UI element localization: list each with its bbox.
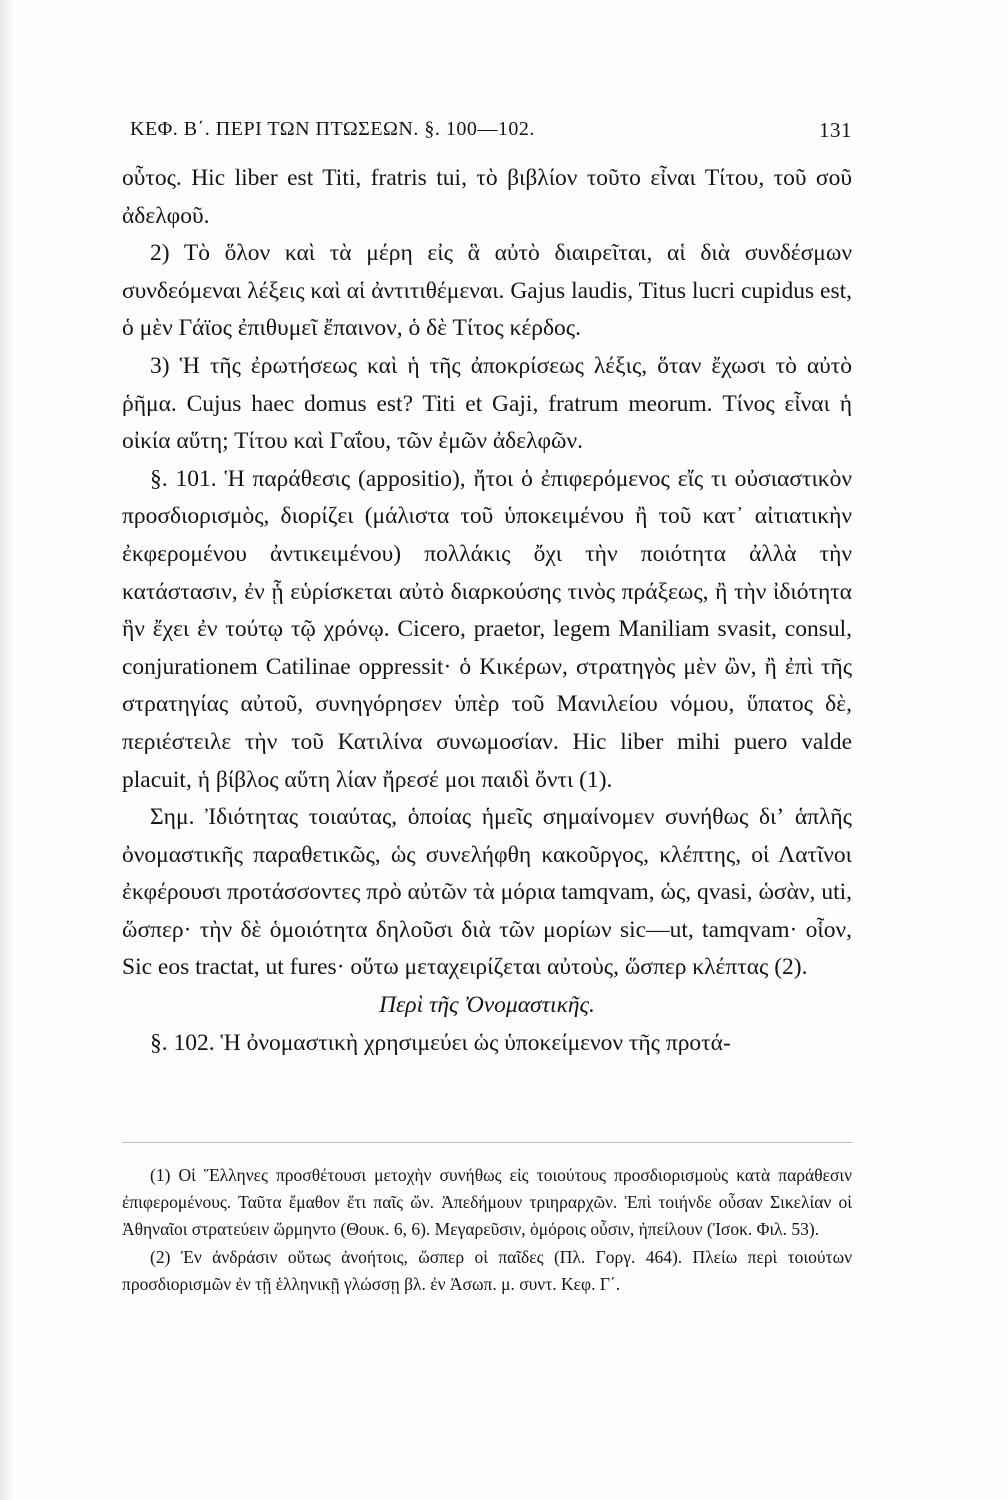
page-edge-shadow — [0, 0, 14, 1500]
footnotes — [122, 1162, 852, 1298]
paragraph-note: Σημ. Ἰδιότητας τοιαύτας, ὁποίας ἡμεῖς σημαίνομεν συνήθως διʼ ἁπλῆς ὀνομαστικῆς παραθετικῶς, ὡς συνελήφθη κακοῦργος, κλέπτης, οἱ Λατῖνοι ἐκφέρουσι προτάσσοντες πρὸ αὐτῶν τὰ μόρια tamqvam, ὡς, qvasi, ὡσὰν, uti, ὥσπερ· τὴν δὲ ὁμοιότητα δηλοῦσι διὰ τῶν μορίων sic—ut, tamqvam· οἷον, Sic eos tractat, ut fures· οὕτω μεταχειρίζεται αὐτοὺς, ὥσπερ κλέπτας (2). — [122, 804, 852, 981]
paragraph-1: οὗτος. Hic liber est Titi, fratris tui, τὸ βιβλίον τοῦτο εἶναι Τίτου, τοῦ σοῦ ἀδελφοῦ. — [122, 165, 852, 229]
footnote-2: (2) Ἐν ἀνδράσιν οὕτως ἀνοήτοις, ὥσπερ οἱ παῖδες (Πλ. Γοργ. 464). Πλείω περὶ τοιούτων προσδιορισμῶν ἐν τῇ ἑλληνικῇ γλώσσῃ βλ. ἐν Ἀσωπ. μ. συντ. Κεφ. Γ΄. — [122, 1246, 852, 1294]
paragraph-3: 3) Ἡ τῆς ἐρωτήσεως καὶ ἡ τῆς ἀποκρίσεως λέξις, ὅταν ἔχωσι τὸ αὐτὸ ῥῆμα. Cujus haec domus est? Titi et Gaji, fratrum meorum. Τίνος εἶναι ἡ οἰκία αὕτη; Τίτου καὶ Γαΐου, τῶν ἐμῶν ἀδελφῶν. — [122, 352, 852, 455]
main-text — [122, 160, 852, 1062]
paragraph-section-102: §. 102. Ἡ ὀνομαστικὴ χρησιμεύει ὡς ὑποκείμενον τῆς προτά- — [150, 1029, 731, 1056]
paragraph-section-101: §. 101. Ἡ παράθεσις (appositio), ἤτοι ὁ ἐπιφερόμενος εἴς τι οὐσιαστικὸν προσδιορισμὸς, διορίζει (μάλιστα τοῦ ὑποκειμένου ἢ τοῦ κατ᾽ αἰτιατικὴν ἐκφερομένου ἀντικειμένου) πολλάκις ὄχι τὴν ποιότητα ἀλλὰ τὴν κατάστασιν, ἐν ᾗ εὑρίσκεται αὐτὸ διαρκούσης τινὸς πράξεως, ἢ τὴν ἰδιότητα ἣν ἔχει ἐν τούτῳ τῷ χρόνῳ. Cicero, praetor, legem Maniliam svasit, consul, conjurationem Catilinae oppressit· ὁ Κικέρων, στρατηγὸς μὲν ὢν, ἢ ἐπὶ τῆς στρατηγίας αὐτοῦ, συνηγόρησεν ὑπὲρ τοῦ Μανιλείου νόμου, ὕπατος δὲ, περιέστειλε τὴν τοῦ Κατιλίνα συνωμοσίαν. Hic liber mihi puero valde placuit, ἡ βίβλος αὕτη λίαν ἤρεσέ μοι παιδὶ ὄντι (1). — [122, 465, 852, 793]
paragraph-2: 2) Τὸ ὅλον καὶ τὰ μέρη εἰς ἃ αὐτὸ διαιρεῖται, αἱ διὰ συνδέσμων συνδεόμεναι λέξεις καὶ αἱ ἀντιτιθέμεναι. Gajus laudis, Titus lucri cupidus est, ὁ μὲν Γάϊος ἐπιθυμεῖ ἔπαινον, ὁ δὲ Τίτος κέρδος. — [122, 240, 852, 342]
footnote-divider — [122, 1142, 852, 1143]
running-header — [130, 118, 850, 141]
section-heading: Περὶ τῆς Ὀνομαστικῆς. — [379, 992, 595, 1019]
page-number: 131 — [819, 118, 852, 142]
footnote-1: (1) Οἱ Ἕλληνες προσθέτουσι μετοχὴν συνήθως εἰς τοιούτους προσδιορισμοὺς κατὰ παράθεσιν ἐπιφερομένους. Ταῦτα ἔμαθον ἔτι παῖς ὤν. Ἀπεδήμουν τριηραρχῶν. Ἐπὶ τοιήνδε οὖσαν Σικελίαν οἱ Ἀθηναῖοι στρατεύειν ὥρμηντο (Θουκ. 6, 6). Μεγαρεῦσιν, ὁμόροις οὖσιν, ἠπείλουν (Ἰσοκ. Φιλ. 53). — [122, 1165, 852, 1240]
running-title: ΚΕΦ. Β΄. ΠΕΡΙ ΤΩΝ ΠΤΩΣΕΩΝ. §. 100—102. — [130, 118, 535, 140]
